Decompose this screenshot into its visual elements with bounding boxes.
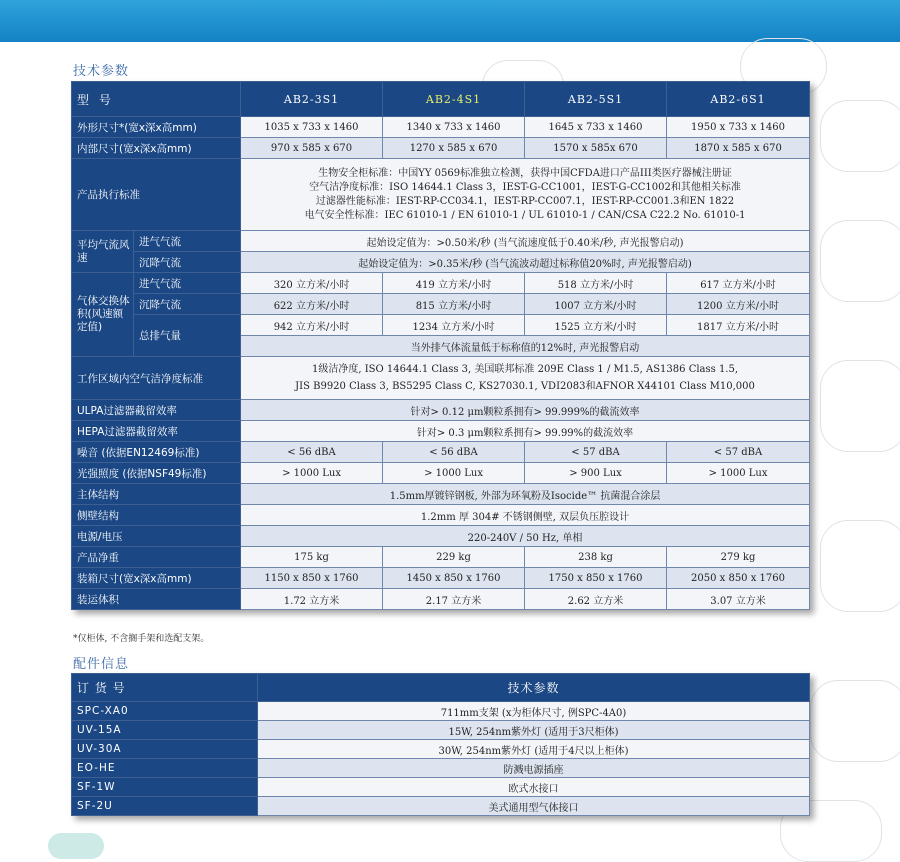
table-row [72, 400, 810, 421]
power-label: 电源/电压 [72, 526, 241, 547]
main-structure-value: 1.5mm厚镀锌钢板, 外部为环氧粉及Isocide™ 抗菌混合涂层 [241, 484, 810, 505]
cleanliness-value [241, 357, 810, 400]
ship-volume-value: 2.62 立方米 [525, 589, 667, 610]
volume-exhaust-label: 总排气量 [134, 315, 241, 357]
accessory-spec: 防溅电源插座 [258, 759, 810, 778]
volume-exhaust-value: 942 立方米/小时 [241, 315, 383, 336]
model-ab2-4s1: AB2-4S1 [383, 82, 525, 117]
airflow-downflow-value: 起始设定值为：>0.35米/秒 (当气流波动超过标称值20%时, 声光报警启动) [241, 252, 810, 273]
table-row [72, 721, 810, 740]
table-row [72, 505, 810, 526]
table-row [72, 138, 810, 159]
accessory-table [71, 673, 810, 816]
volume-exhaust-value: 1234 立方米/小时 [383, 315, 525, 336]
table-row [72, 702, 810, 721]
volume-exhaust-value: 1525 立方米/小时 [525, 315, 667, 336]
table-row [72, 568, 810, 589]
volume-downflow-value: 1007 立方米/小时 [525, 294, 667, 315]
model-header-label: 型 号 [72, 82, 241, 117]
volume-inflow-value: 518 立方米/小时 [525, 273, 667, 294]
light-value: > 900 Lux [525, 463, 667, 484]
table-row [72, 231, 810, 252]
ship-volume-value: 3.07 立方米 [667, 589, 810, 610]
volume-inflow-value: 617 立方米/小时 [667, 273, 810, 294]
table-row [72, 117, 810, 138]
table-row [72, 357, 810, 400]
volume-downflow-value: 1200 立方米/小时 [667, 294, 810, 315]
hepa-label: HEPA过滤器截留效率 [72, 421, 241, 442]
order-code-header: 订 货 号 [72, 674, 258, 702]
inner-dim-value: 1870 x 585 x 670 [667, 138, 810, 159]
pack-dim-value: 1750 x 850 x 1760 [525, 568, 667, 589]
outer-dim-value: 1340 x 733 x 1460 [383, 117, 525, 138]
specs-section-title: 技术参数 [73, 64, 130, 79]
inner-dim-value: 970 x 585 x 670 [241, 138, 383, 159]
table-row [72, 421, 810, 442]
main-structure-label: 主体结构 [72, 484, 241, 505]
noise-value: < 56 dBA [241, 442, 383, 463]
power-value: 220-240V / 50 Hz, 单相 [241, 526, 810, 547]
net-weight-label: 产品净重 [72, 547, 241, 568]
accessory-spec: 欧式水接口 [258, 778, 810, 797]
outer-dim-label: 外形尺寸*(宽x深x高mm) [72, 117, 241, 138]
volume-group-label: 气体交换体积(风速额定值) [72, 273, 134, 357]
airflow-inflow-value: 起始设定值为：>0.50米/秒 (当气流速度低于0.40米/秒, 声光报警启动) [241, 231, 810, 252]
accessory-code: SPC-XA0 [72, 702, 258, 721]
hepa-value: 针对> 0.3 μm颗粒系拥有> 99.99%的截流效率 [241, 421, 810, 442]
decor-shape [48, 833, 104, 859]
noise-label: 噪音 (依据EN12469标准) [72, 442, 241, 463]
table-row [72, 740, 810, 759]
volume-inflow-value: 320 立方米/小时 [241, 273, 383, 294]
net-weight-value: 229 kg [383, 547, 525, 568]
standards-line: 过滤器性能标准：IEST-RP-CC034.1，IEST-RP-CC007.1，IEST-RP-CC001.3和EN 1822 [315, 195, 735, 207]
accessory-table-wrapper [71, 673, 810, 816]
model-ab2-6s1: AB2-6S1 [667, 82, 810, 117]
table-row [72, 252, 810, 273]
spec-table-wrapper [71, 81, 810, 610]
cleanliness-line: JIS B9920 Class 3, BS5295 Class C, KS27030.1, VDI2083和AFNOR X44101 Class M10,000 [295, 381, 755, 392]
accessory-code: SF-1W [72, 778, 258, 797]
standards-value [241, 159, 810, 231]
accessory-spec-header: 技术参数 [258, 674, 810, 702]
ship-volume-value: 1.72 立方米 [241, 589, 383, 610]
spec-header-row [72, 82, 810, 117]
standards-label: 产品执行标准 [72, 159, 241, 231]
net-weight-value: 238 kg [525, 547, 667, 568]
airflow-inflow-label: 进气气流 [134, 231, 241, 252]
decor-shape [820, 100, 900, 172]
ship-volume-value: 2.17 立方米 [383, 589, 525, 610]
inner-dim-value: 1270 x 585 x 670 [383, 138, 525, 159]
volume-exhaust-alarm: 当外排气体流量低于标称值的12%时, 声光报警启动 [241, 336, 810, 357]
table-row [72, 273, 810, 294]
accessory-code: EO-HE [72, 759, 258, 778]
standards-line: 电气安全性标准：IEC 61010-1 / EN 61010-1 / UL 61010-1 / CAN/CSA C22.2 No. 61010-1 [304, 209, 746, 221]
decor-shape [820, 520, 900, 612]
volume-exhaust-value: 1817 立方米/小时 [667, 315, 810, 336]
table-row [72, 589, 810, 610]
table-row [72, 797, 810, 816]
cleanliness-label: 工作区域内空气洁净度标准 [72, 357, 241, 400]
noise-value: < 57 dBA [525, 442, 667, 463]
ship-volume-label: 装运体积 [72, 589, 241, 610]
accessory-spec: 711mm支架 (x为柜体尺寸, 例SPC-4A0) [258, 702, 810, 721]
volume-downflow-label: 沉降气流 [134, 294, 241, 315]
net-weight-value: 279 kg [667, 547, 810, 568]
table-row [72, 526, 810, 547]
cleanliness-line: 1级洁净度, ISO 14644.1 Class 3, 美国联邦标准 209E Class 1 / M1.5, AS1386 Class 1.5, [312, 364, 739, 375]
accessory-spec: 15W, 254nm紫外灯 (适用于3尺柜体) [258, 721, 810, 740]
outer-dim-value: 1645 x 733 x 1460 [525, 117, 667, 138]
footnote: *仅柜体, 不含搁手架和选配支架。 [73, 634, 210, 644]
volume-downflow-value: 815 立方米/小时 [383, 294, 525, 315]
decor-shape [820, 220, 900, 302]
table-row [72, 442, 810, 463]
table-row [72, 315, 810, 336]
table-row [72, 159, 810, 231]
volume-downflow-value: 622 立方米/小时 [241, 294, 383, 315]
table-row [72, 547, 810, 568]
volume-inflow-value: 419 立方米/小时 [383, 273, 525, 294]
pack-dim-value: 2050 x 850 x 1760 [667, 568, 810, 589]
table-row [72, 759, 810, 778]
accessory-code: UV-15A [72, 721, 258, 740]
light-label: 光强照度 (依据NSF49标准) [72, 463, 241, 484]
airflow-downflow-label: 沉降气流 [134, 252, 241, 273]
side-structure-label: 侧壁结构 [72, 505, 241, 526]
noise-value: < 56 dBA [383, 442, 525, 463]
noise-value: < 57 dBA [667, 442, 810, 463]
volume-inflow-label: 进气气流 [134, 273, 241, 294]
table-row [72, 484, 810, 505]
accessory-code: SF-2U [72, 797, 258, 816]
side-structure-value: 1.2mm 厚 304# 不锈钢侧壁, 双层负压腔设计 [241, 505, 810, 526]
light-value: > 1000 Lux [383, 463, 525, 484]
inner-dim-label: 内部尺寸(宽x深x高mm) [72, 138, 241, 159]
airflow-group-label: 平均气流风速 [72, 231, 134, 273]
table-row [72, 463, 810, 484]
model-ab2-5s1: AB2-5S1 [525, 82, 667, 117]
table-row [72, 294, 810, 315]
standards-line: 空气洁净度标准：ISO 14644.1 Class 3，IEST-G-CC1001，IEST-G-CC1002和其他相关标准 [309, 181, 741, 193]
accessory-spec: 美式通用型气体接口 [258, 797, 810, 816]
standards-line: 生物安全柜标准：中国YY 0569标准独立检测，获得中国CFDA进口产品III类医疗器械注册证 [318, 167, 732, 179]
ulpa-value: 针对> 0.12 μm颗粒系拥有> 99.999%的截流效率 [241, 400, 810, 421]
accessory-spec: 30W, 254nm紫外灯 (适用于4尺以上柜体) [258, 740, 810, 759]
outer-dim-value: 1035 x 733 x 1460 [241, 117, 383, 138]
outer-dim-value: 1950 x 733 x 1460 [667, 117, 810, 138]
decor-shape [810, 680, 900, 762]
table-row [72, 778, 810, 797]
pack-dim-value: 1150 x 850 x 1760 [241, 568, 383, 589]
inner-dim-value: 1570 x 585x 670 [525, 138, 667, 159]
spec-table [71, 81, 810, 610]
ulpa-label: ULPA过滤器截留效率 [72, 400, 241, 421]
light-value: > 1000 Lux [667, 463, 810, 484]
net-weight-value: 175 kg [241, 547, 383, 568]
decor-shape [820, 360, 900, 452]
pack-dim-value: 1450 x 850 x 1760 [383, 568, 525, 589]
accessory-header-row [72, 674, 810, 702]
accessories-section-title: 配件信息 [73, 657, 130, 672]
top-banner [0, 0, 900, 42]
pack-dim-label: 装箱尺寸(宽x深x高mm) [72, 568, 241, 589]
model-ab2-3s1: AB2-3S1 [241, 82, 383, 117]
light-value: > 1000 Lux [241, 463, 383, 484]
accessory-code: UV-30A [72, 740, 258, 759]
